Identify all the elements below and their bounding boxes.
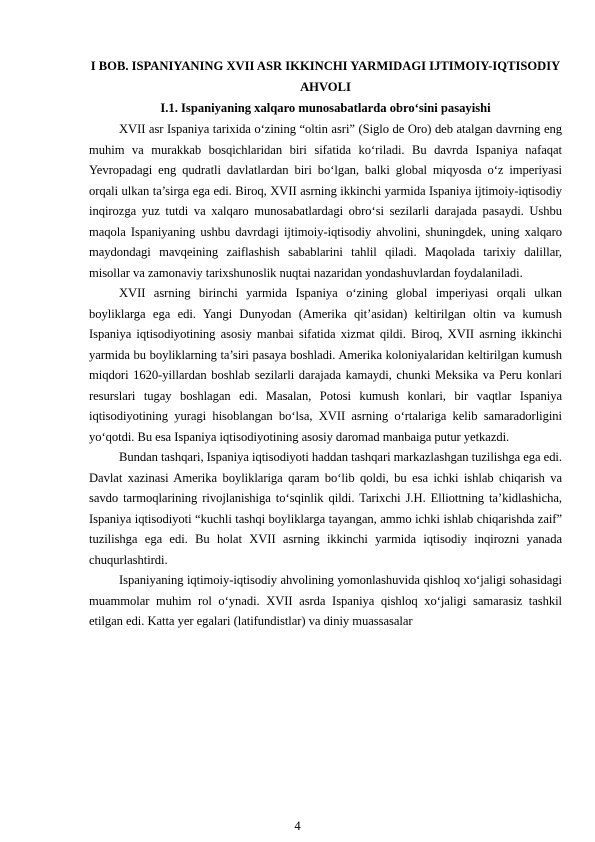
section-title: I.1. Ispaniyaning xalqaro munosabatlarda obro‘sini pasayishi — [160, 101, 491, 115]
paragraph-3: Bundan tashqari, Ispaniya iqtisodiyoti haddan tashqari markazlashgan tuzilishga ega edi. Davlat xazinasi Amerika boyliklariga qaram bo‘lib qoldi, bu esa ichki ishlab chiqarish va savdo tarmoqlarining rivojlanishiga to‘sqinlik qildi. Tarixchi J.H. Elliottning ta’kidlashicha, Ispaniya iqtisodiyoti “kuchli tashqi boyliklarga tayangan, ammo ichki ishlab chiqarishda zaif” tuzilishga ega edi. Bu holat XVII asrning ikkinchi yarmida iqtisodiy inqirozni yanada chuqurlashtirdi. — [89, 450, 562, 567]
paragraph-2: XVII asrning birinchi yarmida Ispaniya o‘zining global imperiyasi orqali ulkan boyliklarga ega edi. Yangi Dunyodan (Amerika qit’asidan) keltirilgan oltin va kumush Ispaniya iqtisodiyotining asosiy manbai sifatida xizmat qildi. Biroq, XVII asrning ikkinchi yarmida bu boyliklarning ta’siri pasaya boshladi. Amerika koloniyalaridan keltirilgan kumush miqdori 1620-yillardan boshlab sezilarli darajada kamaydi, chunki Meksika va Peru konlari resurslari tugay boshlagan edi. Masalan, Potosi kumush konlari, bir vaqtlar Ispaniya iqtisodiyotining yuragi hisoblangan bo‘lsa, XVII asrning o‘rtalariga kelib samaradorligini yo‘qotdi. Bu esa Ispaniya iqtisodiyotining asosiy daromad manbaiga putur yetkazdi. — [89, 286, 562, 444]
paragraph-4: Ispaniyaning iqtimoiy-iqtisodiy ahvolining yomonlashuvida qishloq xo‘jaligi sohasidagi muammolar muhim rol o‘ynadi. XVII asrda Ispaniya qishloq xo‘jaligi samarasiz tashkil etilgan edi. Katta yer egalari (latifundistlar) va diniy muassasalar — [89, 573, 562, 628]
chapter-title: I BOB. ISPANIYANING XVII ASR IKKINCHI YARMIDAGI IJTIMOIY-IQTISODIY AHVOLI — [90, 59, 561, 94]
page-number: 4 — [294, 819, 301, 833]
paragraph-1: XVII asr Ispaniya tarixida o‘zining “oltin asri” (Siglo de Oro) deb atalgan davrning eng muhim va murakkab bosqichlaridan biri sifatida ko‘riladi. Bu davrda Ispaniya nafaqat Yevropadagi eng qudratli davlatlardan biri bo‘lgan, balki global miqyosda o‘z imperiyasi orqali ulkan ta’sirga ega edi. Biroq, XVII asrning ikkinchi yarmida Ispaniya ijtimoiy-iqtisodiy inqirozga yuz tutdi va xalqaro munosabatlardagi obro‘si sezilarli darajada pasaydi. Ushbu maqola Ispaniyaning ushbu davrdagi ijtimoiy-iqtisodiy ahvolini, shuningdek, uning xalqaro maydondagi mavqeining zaiflashish sabablarini tahlil qiladi. Maqolada tarixiy dalillar, misollar va zamonaviy tarixshunoslik nuqtai nazaridan yondashuvlardan foydalaniladi. — [89, 122, 562, 280]
page-content — [89, 56, 562, 632]
